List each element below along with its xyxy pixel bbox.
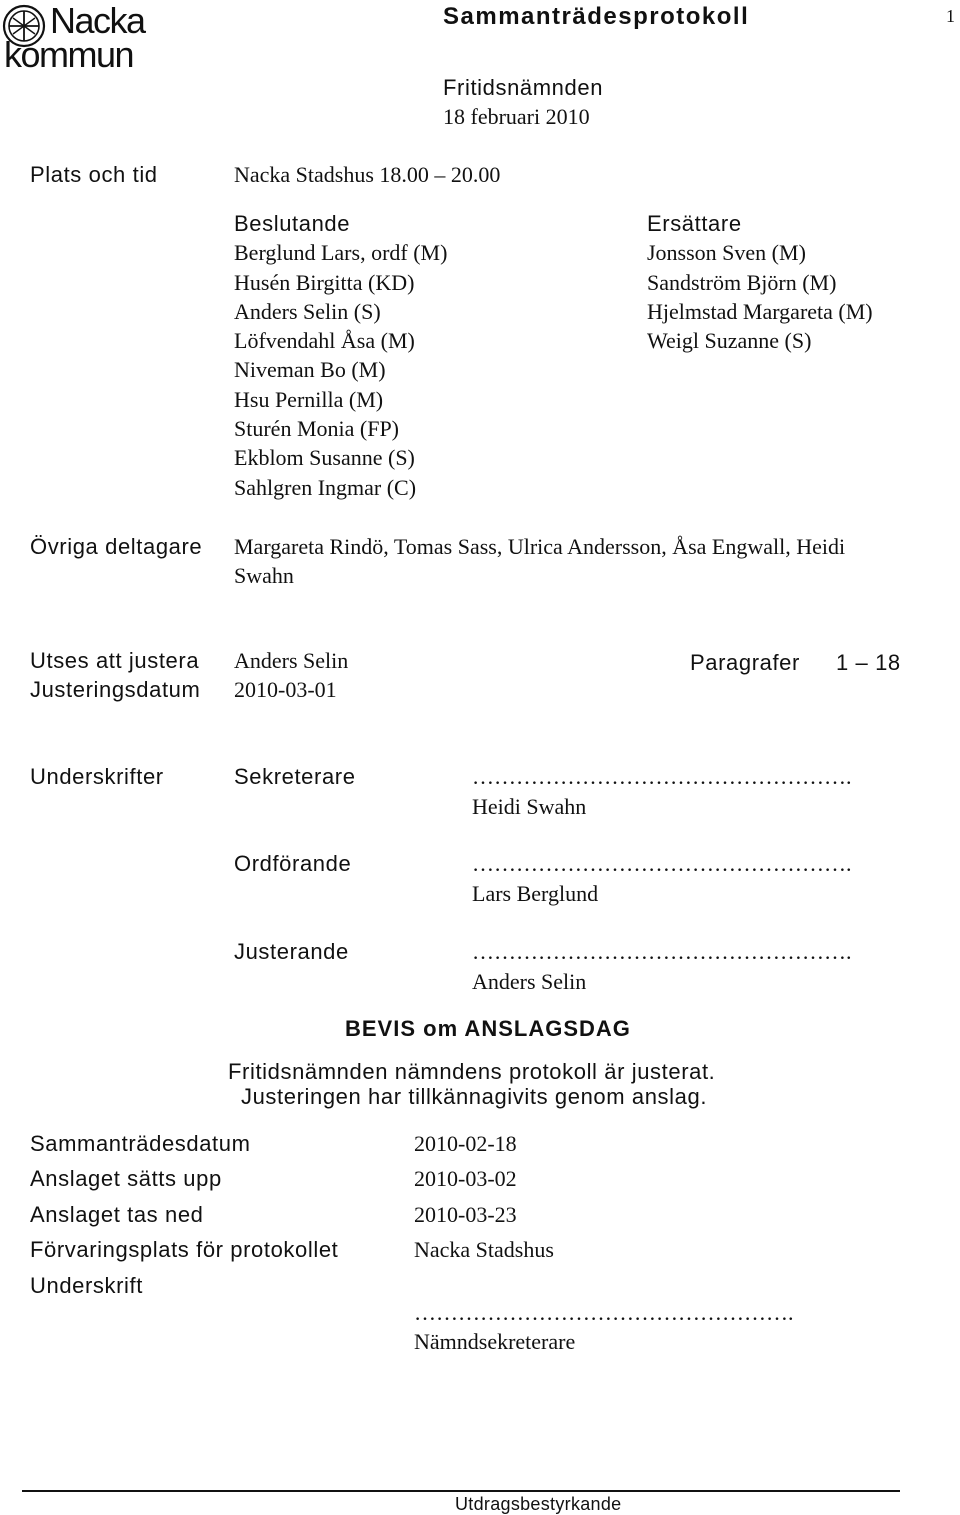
list-item: Berglund Lars, ordf (M) [234, 240, 448, 266]
list-item: Niveman Bo (M) [234, 357, 386, 383]
logo-text-nacka: Nacka [50, 0, 145, 41]
decision-heading: Beslutande [234, 211, 351, 236]
proof-row-label: Anslaget sätts upp [30, 1166, 222, 1191]
substitutes-list [647, 209, 873, 355]
decision-makers-list [234, 209, 447, 502]
proof-row-label: Förvaringsplats för protokollet [30, 1237, 339, 1262]
footer-divider [22, 1490, 900, 1492]
list-item: Löfvendahl Åsa (M) [234, 328, 415, 354]
signature-name-secretary: Heidi Swahn [472, 794, 587, 819]
list-item: Sandström Björn (M) [647, 269, 837, 295]
paragraphs-label: Paragrafer [690, 650, 800, 675]
list-item: Anders Selin (S) [234, 298, 381, 324]
signature-role-chair: Ordförande [234, 851, 352, 876]
others-line-2: Swahn [234, 563, 294, 588]
substitute-heading: Ersättare [647, 211, 742, 236]
paragraphs-value: 1 – 18 [836, 650, 901, 675]
proof-row-value: 2010-03-02 [414, 1166, 517, 1191]
proof-signature-role: Nämndsekreterare [414, 1329, 576, 1354]
list-item: Weigl Suzanne (S) [647, 328, 812, 354]
nacka-logo [2, 0, 167, 75]
place-value: Nacka Stadshus 18.00 – 20.00 [234, 162, 501, 187]
proof-line-1: Fritidsnämnden nämndens protokoll är justerat. [228, 1059, 716, 1084]
proof-row-label: Anslaget tas ned [30, 1202, 204, 1227]
signature-name-chair: Lars Berglund [472, 881, 599, 906]
adjust-label: Utses att justera [30, 648, 200, 673]
committee-name: Fritidsnämnden [443, 75, 604, 100]
list-item: Husén Birgitta (KD) [234, 269, 415, 295]
proof-row-value: 2010-02-18 [414, 1131, 517, 1156]
signature-role-secretary: Sekreterare [234, 764, 356, 789]
others-label: Övriga deltagare [30, 534, 203, 559]
adjust-date-label: Justeringsdatum [30, 677, 201, 702]
list-item: Ekblom Susanne (S) [234, 445, 415, 471]
meeting-date: 18 februari 2010 [443, 104, 590, 129]
list-item: Hsu Pernilla (M) [234, 386, 384, 412]
list-item: Hjelmstad Margareta (M) [647, 298, 873, 324]
proof-signature-label: Underskrift [30, 1273, 143, 1298]
signature-role-adjuster: Justerande [234, 939, 349, 964]
proof-row-value: 2010-03-23 [414, 1202, 517, 1227]
signature-line: ……………………………………………. [472, 939, 852, 964]
footer-text: Utdragsbestyrkande [455, 1494, 622, 1514]
list-item: Jonsson Sven (M) [647, 240, 806, 266]
logo-text-kommun: kommun [4, 34, 134, 75]
proof-row-value: Nacka Stadshus [414, 1237, 554, 1262]
proof-heading: BEVIS om ANSLAGSDAG [345, 1016, 631, 1041]
proof-line-2: Justeringen har tillkännagivits genom anslag. [241, 1084, 708, 1109]
proof-row-label: Sammanträdesdatum [30, 1131, 251, 1156]
list-item: Sturén Monia (FP) [234, 416, 399, 442]
adjust-date-value: 2010-03-01 [234, 677, 337, 702]
document-title: Sammanträdesprotokoll [443, 3, 750, 30]
list-item: Sahlgren Ingmar (C) [234, 474, 417, 500]
signature-line: ……………………………………………. [472, 764, 852, 789]
signatures-label: Underskrifter [30, 764, 164, 789]
signature-line: ……………………………………………. [472, 851, 852, 876]
others-line-1: Margareta Rindö, Tomas Sass, Ulrica Andersson, Åsa Engwall, Heidi [234, 534, 846, 559]
adjust-value: Anders Selin [234, 648, 349, 673]
place-label: Plats och tid [30, 162, 158, 187]
signature-name-adjuster: Anders Selin [472, 969, 587, 994]
page-number: 1 [946, 6, 955, 26]
proof-signature-line: ……………………………………………. [414, 1300, 794, 1325]
